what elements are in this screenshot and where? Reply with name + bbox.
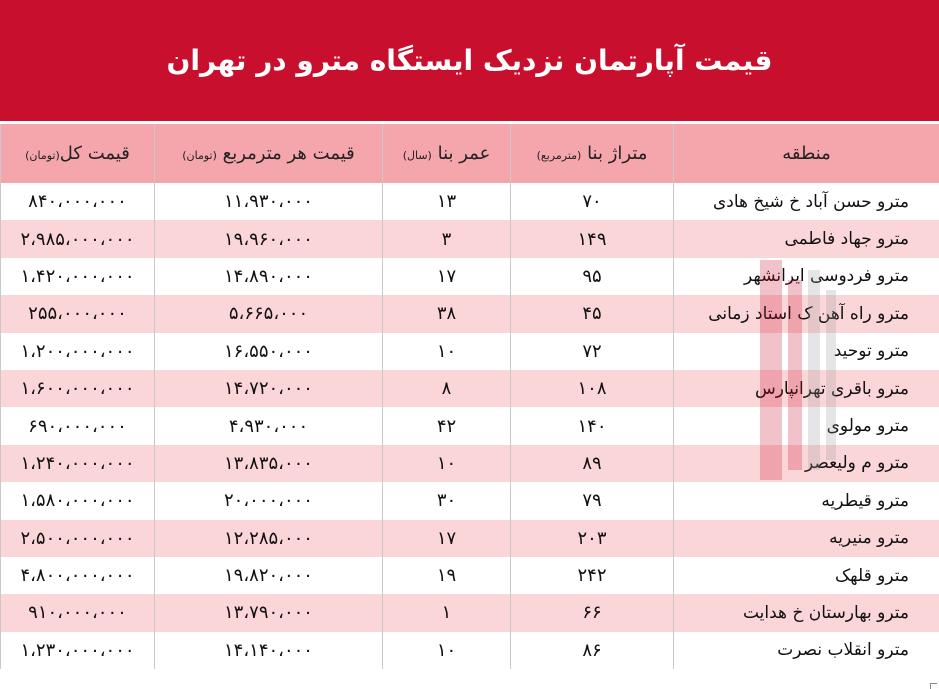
cell-region: مترو قیطریه (674, 482, 939, 519)
cell-ppm: ۱۳،۷۹۰،۰۰۰ (155, 594, 383, 631)
header-age: عمر بنا (سال) (383, 124, 511, 183)
cell-region: مترو بهارستان خ هدایت (674, 594, 939, 631)
cell-area: ۸۹ (511, 445, 674, 482)
header-age-unit: (سال) (402, 149, 432, 162)
page-title: قیمت آپارتمان نزدیک ایستگاه مترو در تهران (166, 44, 773, 77)
cell-area: ۸۶ (511, 632, 674, 669)
cell-total: ۹۱۰،۰۰۰،۰۰۰ (1, 594, 155, 631)
corner-mark (930, 683, 937, 689)
cell-age: ۱۰ (383, 632, 511, 669)
cell-region: مترو فردوسی ایرانشهر (674, 258, 939, 295)
cell-region: مترو مولوی (674, 407, 939, 444)
table-row (1, 220, 939, 257)
cell-area: ۷۲ (511, 333, 674, 370)
cell-total: ۲،۹۸۵،۰۰۰،۰۰۰ (1, 220, 155, 257)
cell-age: ۱۷ (383, 258, 511, 295)
header-region: منطقه (674, 124, 939, 183)
cell-age: ۱۳ (383, 183, 511, 220)
cell-ppm: ۱۹،۸۲۰،۰۰۰ (155, 557, 383, 594)
cell-total: ۸۴۰،۰۰۰،۰۰۰ (1, 183, 155, 220)
cell-ppm: ۱۶،۵۵۰،۰۰۰ (155, 333, 383, 370)
cell-total: ۴،۸۰۰،۰۰۰،۰۰۰ (1, 557, 155, 594)
cell-ppm: ۱۳،۸۳۵،۰۰۰ (155, 445, 383, 482)
cell-age: ۳۰ (383, 482, 511, 519)
cell-age: ۱۰ (383, 445, 511, 482)
header-area: متراژ بنا (مترمربع) (511, 124, 674, 183)
cell-region: مترو انقلاب نصرت (674, 632, 939, 669)
cell-ppm: ۱۴،۱۴۰،۰۰۰ (155, 632, 383, 669)
cell-region: مترو توحید (674, 333, 939, 370)
cell-area: ۱۰۸ (511, 370, 674, 407)
cell-area: ۷۰ (511, 183, 674, 220)
header-total-price: قیمت کل(تومان) (1, 124, 155, 183)
cell-age: ۳ (383, 220, 511, 257)
cell-age: ۸ (383, 370, 511, 407)
cell-area: ۴۵ (511, 295, 674, 332)
cell-total: ۱،۴۲۰،۰۰۰،۰۰۰ (1, 258, 155, 295)
header-ppm-unit: (تومان) (182, 149, 217, 162)
cell-age: ۳۸ (383, 295, 511, 332)
cell-total: ۱،۲۰۰،۰۰۰،۰۰۰ (1, 333, 155, 370)
table-row (1, 632, 939, 669)
cell-ppm: ۴،۹۳۰،۰۰۰ (155, 407, 383, 444)
cell-ppm: ۵،۶۶۵،۰۰۰ (155, 295, 383, 332)
cell-area: ۱۴۰ (511, 407, 674, 444)
cell-area: ۹۵ (511, 258, 674, 295)
cell-area: ۱۴۹ (511, 220, 674, 257)
cell-region: مترو جهاد فاطمی (674, 220, 939, 257)
cell-age: ۱۹ (383, 557, 511, 594)
table-row (1, 482, 939, 519)
price-table (0, 124, 939, 669)
table-row (1, 258, 939, 295)
cell-region: مترو باقری تهرانپارس (674, 370, 939, 407)
table-row (1, 557, 939, 594)
cell-area: ۲۰۳ (511, 520, 674, 557)
cell-region: مترو راه آهن ک استاد زمانی (674, 295, 939, 332)
cell-ppm: ۱۴،۷۲۰،۰۰۰ (155, 370, 383, 407)
table-row (1, 520, 939, 557)
cell-total: ۲،۵۰۰،۰۰۰،۰۰۰ (1, 520, 155, 557)
table-row (1, 445, 939, 482)
cell-age: ۱ (383, 594, 511, 631)
table-row (1, 333, 939, 370)
cell-ppm: ۲۰،۰۰۰،۰۰۰ (155, 482, 383, 519)
cell-total: ۱،۶۰۰،۰۰۰،۰۰۰ (1, 370, 155, 407)
header-price-per-meter: قیمت هر مترمربع (تومان) (155, 124, 383, 183)
cell-total: ۱،۲۳۰،۰۰۰،۰۰۰ (1, 632, 155, 669)
cell-region: مترو م ولیعصر (674, 445, 939, 482)
cell-area: ۶۶ (511, 594, 674, 631)
cell-total: ۱،۲۴۰،۰۰۰،۰۰۰ (1, 445, 155, 482)
table-row (1, 183, 939, 220)
header-total-unit: (تومان) (25, 149, 60, 162)
cell-total: ۱،۵۸۰،۰۰۰،۰۰۰ (1, 482, 155, 519)
cell-age: ۱۷ (383, 520, 511, 557)
cell-area: ۷۹ (511, 482, 674, 519)
cell-age: ۴۲ (383, 407, 511, 444)
cell-ppm: ۱۹،۹۶۰،۰۰۰ (155, 220, 383, 257)
cell-region: مترو منیریه (674, 520, 939, 557)
cell-ppm: ۱۴،۸۹۰،۰۰۰ (155, 258, 383, 295)
cell-ppm: ۱۲،۲۸۵،۰۰۰ (155, 520, 383, 557)
table-header-row (1, 124, 939, 183)
table-row (1, 594, 939, 631)
cell-ppm: ۱۱،۹۳۰،۰۰۰ (155, 183, 383, 220)
cell-total: ۲۵۵،۰۰۰،۰۰۰ (1, 295, 155, 332)
cell-region: مترو حسن آباد خ شیخ هادی (674, 183, 939, 220)
title-bar (0, 0, 939, 121)
cell-age: ۱۰ (383, 333, 511, 370)
cell-region: مترو قلهک (674, 557, 939, 594)
cell-total: ۶۹۰،۰۰۰،۰۰۰ (1, 407, 155, 444)
table-row (1, 370, 939, 407)
header-area-unit: (مترمربع) (536, 149, 582, 162)
cell-area: ۲۴۲ (511, 557, 674, 594)
table-row (1, 407, 939, 444)
table-row (1, 295, 939, 332)
